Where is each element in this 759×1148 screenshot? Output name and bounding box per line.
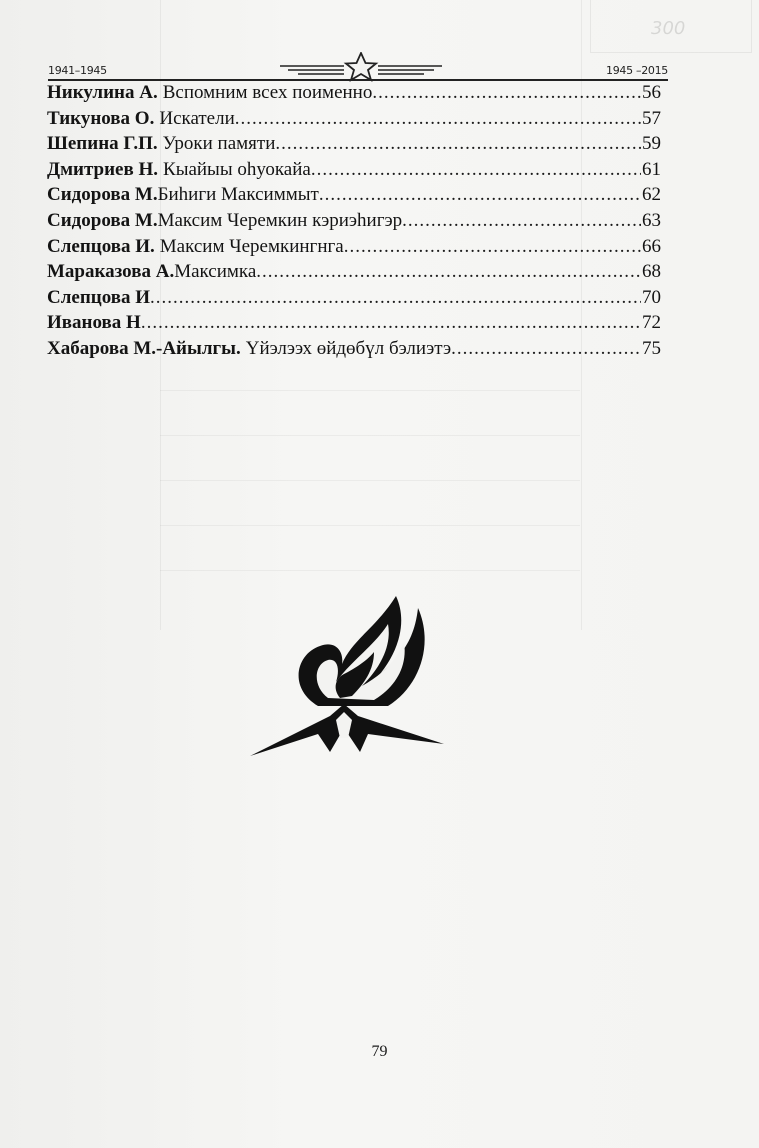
toc-author: Никулина А. xyxy=(47,82,158,103)
star-wings-icon xyxy=(276,52,446,82)
toc-entry xyxy=(47,80,661,106)
toc-author: Тикунова О. xyxy=(47,107,155,129)
eternal-flame-icon xyxy=(248,588,448,758)
page-number: 79 xyxy=(371,1043,388,1060)
toc-entry xyxy=(47,131,661,157)
toc-author: Сидорова М. xyxy=(47,184,158,206)
toc-entry xyxy=(47,259,661,285)
toc-page: 66 xyxy=(642,235,661,257)
toc-title: Максим Черемкин кэриэһигэр xyxy=(157,209,403,231)
toc-entry xyxy=(47,208,661,234)
toc-entry xyxy=(47,157,661,183)
table-of-contents xyxy=(47,80,661,362)
toc-page: 68 xyxy=(642,261,661,283)
toc-leader xyxy=(141,310,641,336)
toc-title: Искатели xyxy=(159,107,235,129)
toc-author: Шепина Г.П. xyxy=(47,133,158,155)
toc-author: Хабарова М.-Айылгы. xyxy=(47,337,241,359)
toc-title: Максим Черемкингнга xyxy=(159,235,344,257)
header-year-right: 1945 –2015 xyxy=(606,64,668,77)
toc-leader xyxy=(256,259,641,285)
toc-leader xyxy=(319,182,641,208)
toc-entry xyxy=(47,310,661,336)
toc-author: Дмитриев Н. xyxy=(47,158,159,180)
toc-page: 56 xyxy=(642,82,661,103)
toc-leader xyxy=(150,285,641,311)
toc-page: 57 xyxy=(642,107,661,129)
toc-entry xyxy=(47,182,661,208)
toc-leader xyxy=(451,336,641,362)
bleed-through-lines xyxy=(160,390,580,615)
toc-title: Уроки памяти xyxy=(162,133,276,155)
toc-title: Кыайыы оһуокайа xyxy=(163,158,311,180)
header-year-left: 1941–1945 xyxy=(48,64,107,77)
toc-leader xyxy=(344,234,641,260)
toc-entry xyxy=(47,336,661,362)
toc-page: 75 xyxy=(642,337,661,359)
toc-page: 61 xyxy=(642,158,661,180)
toc-leader xyxy=(235,106,641,132)
toc-page: 59 xyxy=(642,133,661,155)
toc-entry xyxy=(47,106,661,132)
toc-page: 70 xyxy=(642,286,661,308)
toc-leader xyxy=(311,157,641,183)
toc-page: 72 xyxy=(642,312,661,334)
toc-page: 63 xyxy=(642,209,661,231)
bleed-through-stamp: 300 xyxy=(590,0,752,53)
toc-entry xyxy=(47,234,661,260)
toc-title: Үйэлээх өйдөбүл бэлиэтэ xyxy=(245,337,452,359)
toc-leader xyxy=(275,131,641,157)
toc-title: Максимка xyxy=(174,261,257,283)
toc-author: Слепцова И xyxy=(47,286,151,308)
toc-leader xyxy=(402,208,641,234)
toc-title: Биһиги Максиммыт xyxy=(157,184,319,206)
toc-author: Слепцова И. xyxy=(47,235,155,257)
toc-leader xyxy=(372,80,641,106)
toc-title: Вспомним всех поименно xyxy=(162,82,373,103)
toc-entry xyxy=(47,285,661,311)
toc-author: Иванова Н xyxy=(47,312,141,334)
toc-author: Мараказова А. xyxy=(47,261,175,283)
toc-page: 62 xyxy=(642,184,661,206)
toc-author: Сидорова М. xyxy=(47,209,158,231)
